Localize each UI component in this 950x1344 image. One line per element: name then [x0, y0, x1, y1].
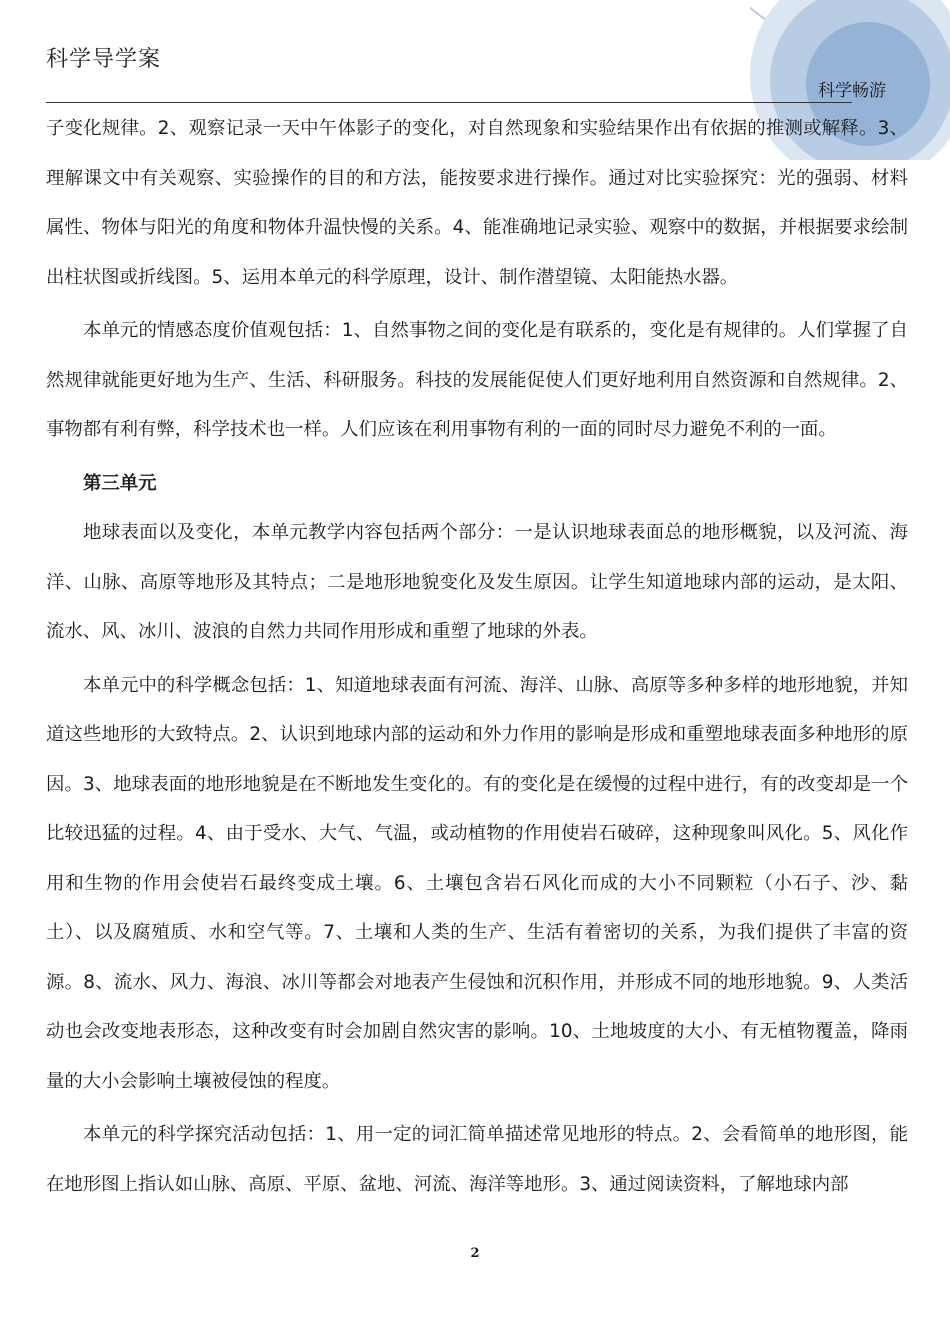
paragraph-science-concepts: 本单元中的科学概念包括：1、知道地球表面有河流、海洋、山脉、高原等多种多样的地形地貌，并知道这些地形的大致特点。2、认识到地球内部的运动和外力作用的影响是形成和重塑地球表面多种地形的原因。3、地球表面的地形地貌是在不断地发生变化的。有的变化是在缓慢的过程中进行，有的改变却是一个比较迅猛的过程。4、由于受水、大气、气温，或动植物的作用使岩石破碎，这种现象叫风化。5、风化作用和生物的作用会使岩石最终变成土壤。6、土壤包含岩石风化而成的大小不同颗粒（小石子、沙、黏土）、以及腐殖质、水和空气等。7、土壤和人类的生产、生活有着密切的关系，为我们提供了丰富的资源。8、流水、风力、海浪、冰川等都会对地表产生侵蚀和沉积作用，并形成不同的地形地貌。9、人类活动也会改变地表形态，这种改变有时会加剧自然灾害的影响。10、土地坡度的大小、有无植物覆盖，降雨量的大小会影响土壤被侵蚀的程度。 — [46, 674, 908, 1092]
section-heading-unit-3: 第三单元 — [83, 472, 157, 494]
header-divider — [46, 102, 852, 103]
header-badge: 科学畅游 — [818, 81, 886, 101]
paragraph-continuation: 子变化规律。2、观察记录一天中午体影子的变化，对自然现象和实验结果作出有依据的推测或解释。3、理解课文中有关观察、实验操作的目的和方法，能按要求进行操作。通过对比实验探究：光的强弱、材料属性、物体与阳光的角度和物体升温快慢的关系。4、能准确地记录实验、观察中的数据，并根据要求绘制出柱状图或折线图。5、运用本单元的科学原理，设计、制作潜望镜、太阳能热水器。 — [46, 118, 908, 288]
paragraph-attitudes: 本单元的情感态度价值观包括：1、自然事物之间的变化是有联系的，变化是有规律的。人们掌握了自然规律就能更好地为生产、生活、科研服务。科技的发展能促使人们更好地利用自然资源和自然规律。2、事物都有利有弊，科学技术也一样。人们应该在利用事物有利的一面的同时尽力避免不利的一面。 — [46, 320, 908, 440]
paragraph-inquiry-activities: 本单元的科学探究活动包括：1、用一定的词汇简单描述常见地形的特点。2、会看简单的地形图，能在地形图上指认如山脉、高原、平原、盆地、河流、海洋等地形。3、通过阅读资料，了解地球内部 — [46, 1124, 908, 1195]
header-title: 科学导学案 — [46, 47, 162, 72]
document-body — [46, 104, 908, 1213]
paragraph-unit-overview: 地球表面以及变化，本单元教学内容包括两个部分：一是认识地球表面总的地形概貌，以及河流、海洋、山脉、高原等地形及其特点；二是地形地貌变化及发生原因。让学生知道地球内部的运动，是太阳、流水、风、冰川、波浪的自然力共同作用形成和重塑了地球的外表。 — [46, 522, 908, 642]
page-number: 2 — [470, 1246, 480, 1261]
